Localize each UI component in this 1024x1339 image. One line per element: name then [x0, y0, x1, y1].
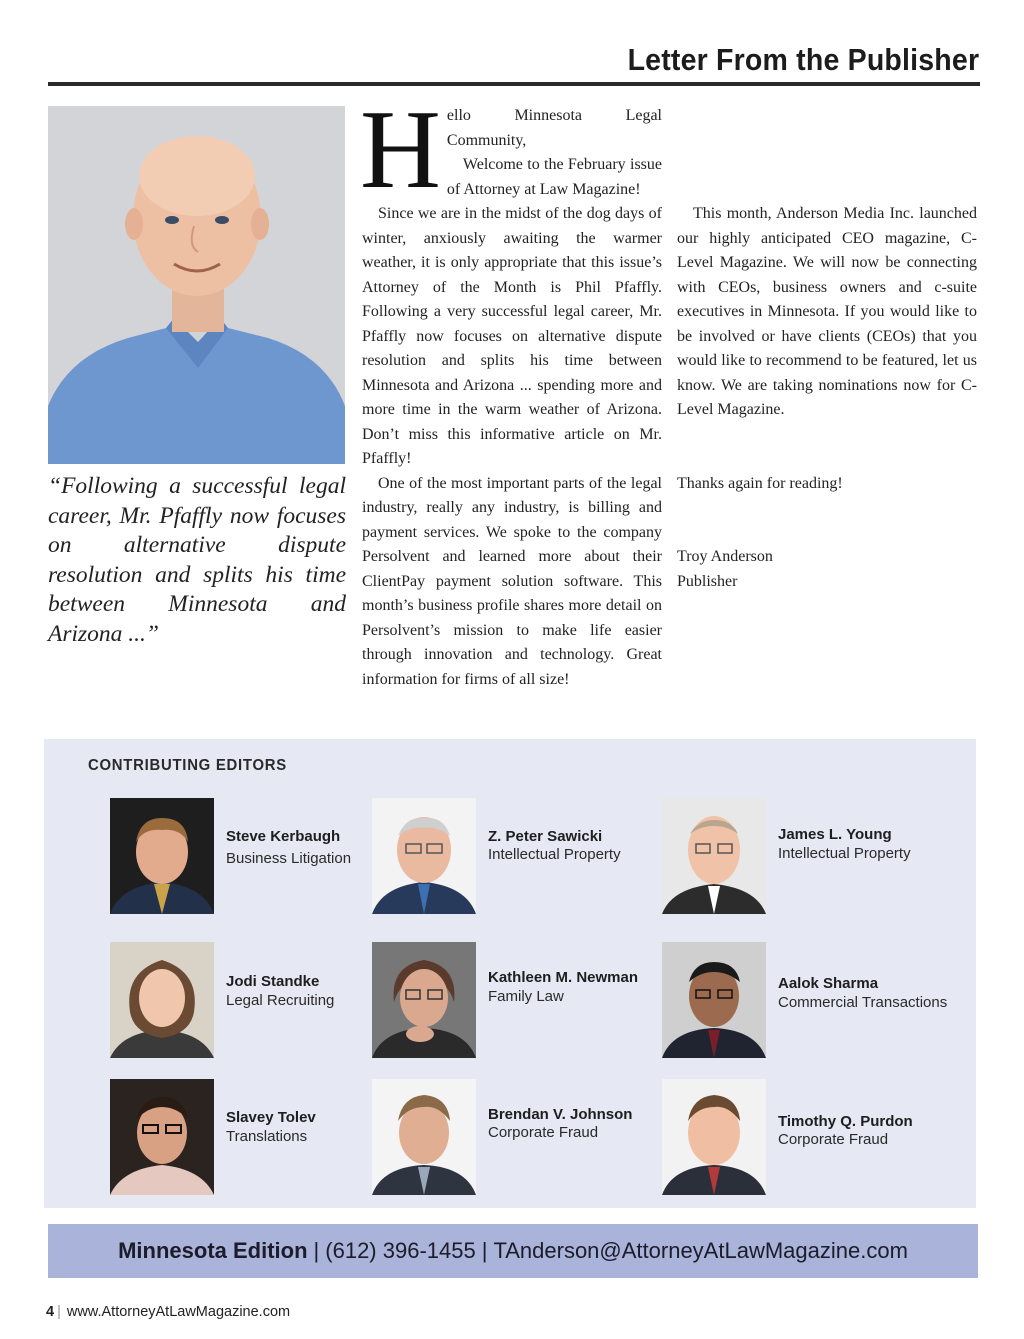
editor-photo — [662, 1079, 766, 1195]
signature-title: Publisher — [677, 572, 738, 590]
page-footer — [46, 1304, 290, 1320]
letter-paragraph-4: This month, Anderson Media Inc. launched our highly anticipated CEO magazine, C-Level Magazine. We will now be connecting with CEOs, business owners and c-suite executives in Minnesota. If you would like to be involved or have clients (CEOs) that you would like to recommend to be featured, let us know. We are taking nominations now for C-Level Magazine. — [677, 205, 977, 418]
letter-paragraph-2: Since we are in the midst of the dog days of winter, anxiously awaiting the warmer weather, it is only appropriate that this issue’s Attorney of the Month is Phil Pfaffly. Following a very successful legal career, Mr. Pfaffly now focuses on alternative dispute resolution and splits his time between Minnesota and Arizona ... spending more and more time in the warm weather of Arizona. Don’t miss this informative article on Mr. Pfaffly! — [362, 205, 662, 467]
editor-photo — [110, 942, 214, 1058]
letter-column-1 — [360, 88, 662, 692]
paragraph-3-continuation-space — [677, 104, 977, 202]
editor-name: Slavey Tolev — [226, 1109, 316, 1126]
contributing-editors-panel — [44, 739, 976, 1208]
editor-name: Steve Kerbaugh — [226, 828, 341, 845]
letter-paragraph-1: Welcome to the February issue of Attorney at Law Magazine! — [446, 156, 662, 198]
editor-role: Intellectual Property — [778, 845, 911, 862]
footer-separator: | — [57, 1304, 61, 1320]
editor-role: Corporate Fraud — [778, 1131, 889, 1148]
letter-paragraph-3: One of the most important parts of the legal industry, really any industry, is billing and payment services. We spoke to the company Persolvent and learned more about their ClientPay payment solution software. This month’s business profile shares more detail on Persolvent’s mission to make life easier through innovation and technology. Great information for firms of all size! — [362, 474, 662, 688]
page-number: 4 — [46, 1304, 55, 1320]
editor-role: Translations — [226, 1128, 308, 1145]
drop-cap: H — [360, 88, 441, 212]
title-rule — [48, 82, 980, 86]
letter-column-2 — [677, 104, 977, 594]
pull-quote: “Following a successful legal career, Mr. Pfaffly now focuses on alternative dispute resolution and splits his time between Minnesota and Arizona ...” — [48, 473, 346, 647]
editor-name: Aalok Sharma — [778, 975, 879, 992]
editor-name: James L. Young — [778, 826, 892, 843]
letter-greeting: ello Minnesota Legal Community, — [446, 107, 662, 149]
editor-name: Jodi Standke — [226, 973, 320, 990]
spacer — [677, 447, 977, 472]
editor-photo — [662, 942, 766, 1058]
editor-photo — [110, 1079, 214, 1195]
editor-role: Legal Recruiting — [226, 992, 335, 1009]
contact-separator: | — [481, 1238, 488, 1263]
spacer — [677, 423, 977, 448]
contact-bar — [48, 1224, 978, 1278]
contact-email[interactable]: TAnderson@AttorneyAtLawMagazine.com — [493, 1238, 908, 1263]
editor-name: Z. Peter Sawicki — [488, 828, 603, 845]
editor-photo — [372, 942, 476, 1058]
editor-photo — [662, 798, 766, 914]
editors-heading: CONTRIBUTING EDITORS — [88, 757, 287, 774]
footer-website[interactable]: www.AttorneyAtLawMagazine.com — [66, 1304, 291, 1320]
contact-separator: | — [313, 1238, 320, 1263]
editor-role: Family Law — [488, 988, 564, 1005]
spacer — [677, 521, 977, 546]
editor-role: Commercial Transactions — [778, 994, 948, 1011]
editor-photo — [372, 798, 476, 914]
signature-name: Troy Anderson — [677, 548, 773, 565]
editor-name: Timothy Q. Purdon — [778, 1113, 913, 1130]
spacer — [677, 496, 977, 521]
edition-label: Minnesota Edition — [118, 1238, 308, 1263]
editor-photo — [110, 798, 214, 914]
page-title: Letter From the Publisher — [627, 42, 979, 77]
editor-role: Intellectual Property — [488, 846, 621, 863]
editor-photo — [372, 1079, 476, 1195]
letter-closing: Thanks again for reading! — [677, 474, 843, 492]
editor-name: Brendan V. Johnson — [488, 1106, 633, 1123]
editor-role: Corporate Fraud — [488, 1124, 599, 1141]
editor-name: Kathleen M. Newman — [488, 969, 639, 986]
publisher-photo — [48, 106, 345, 464]
editor-role: Business Litigation — [226, 850, 352, 867]
contact-phone[interactable]: (612) 396-1455 — [325, 1238, 476, 1263]
